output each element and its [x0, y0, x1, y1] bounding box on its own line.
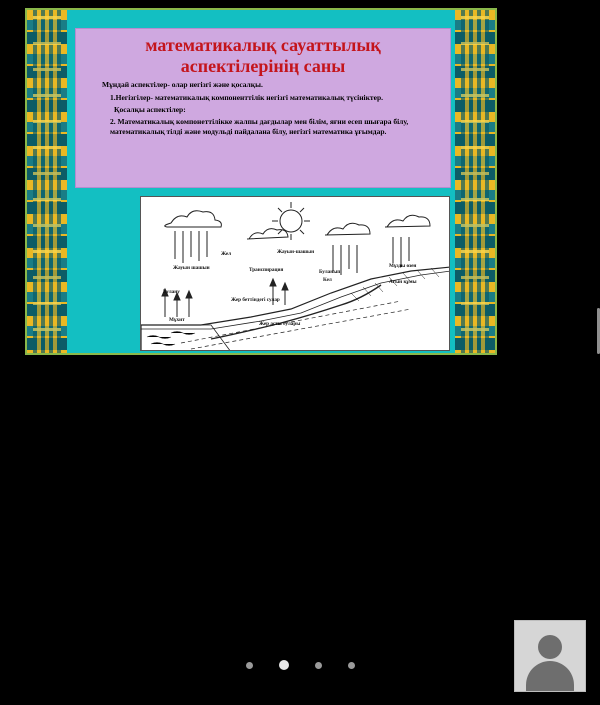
slide-body [76, 78, 450, 137]
diagram-label-rain-right: Жауын-шашын [277, 249, 315, 255]
diagram-label-ocean: Мұхит [169, 317, 185, 323]
pagination-dot-2[interactable] [279, 660, 289, 670]
pagination-dot-1[interactable] [246, 662, 253, 669]
diagram-label-transpiration: Транспирация [249, 267, 284, 273]
avatar-body-icon [526, 661, 574, 692]
slide-content-card [75, 28, 451, 188]
participant-avatar[interactable] [514, 620, 586, 692]
slide-line-2: 1.Негізгілер- математикалық компоненттілік негізгі математикалық түсініктер. [110, 92, 383, 102]
diagram-label-kel: Кел [323, 277, 332, 283]
slide-pagination-dots[interactable] [0, 655, 600, 675]
slide-line-1: Мұндай аспектілер- олар негізгі және қосалқы. [102, 80, 263, 90]
diagram-label-bulanu-kel: Буланып [319, 269, 341, 275]
pagination-dot-4[interactable] [348, 662, 355, 669]
diagram-label-evaporation: Булану [163, 289, 180, 295]
slide-line-4: 2. Математикалық компонеттілікке жалпы дағдылар мен білім, яғни есеп шығара білу, математикалық тілді және модульді пайдалана білу, негізгі математика ұғымдар. [110, 116, 409, 136]
water-cycle-diagram [140, 196, 450, 351]
ornament-right-decoration [455, 10, 495, 353]
pagination-dot-3[interactable] [315, 662, 322, 669]
diagram-label-zhel: Жел [221, 251, 232, 257]
diagram-label-glacier: Мұзды өзен [389, 263, 417, 269]
diagram-label-groundwater: Жер асты сулары [259, 321, 301, 327]
diagram-label-surface-water: Жер беттіндегі сулар [231, 297, 280, 303]
slide-canvas [25, 8, 497, 355]
shared-slide-area [0, 8, 600, 355]
ornament-left-decoration [27, 10, 67, 353]
diagram-label-agyn: Ағын құмы [389, 279, 417, 285]
avatar-head-icon [538, 635, 562, 659]
slide-title: математикалық сауаттылық аспектілерінің саны [145, 35, 381, 76]
slide-line-3: Қосалқы аспектілер: [114, 104, 186, 114]
diagram-label-rain-left: Жауын шашын [173, 265, 210, 271]
